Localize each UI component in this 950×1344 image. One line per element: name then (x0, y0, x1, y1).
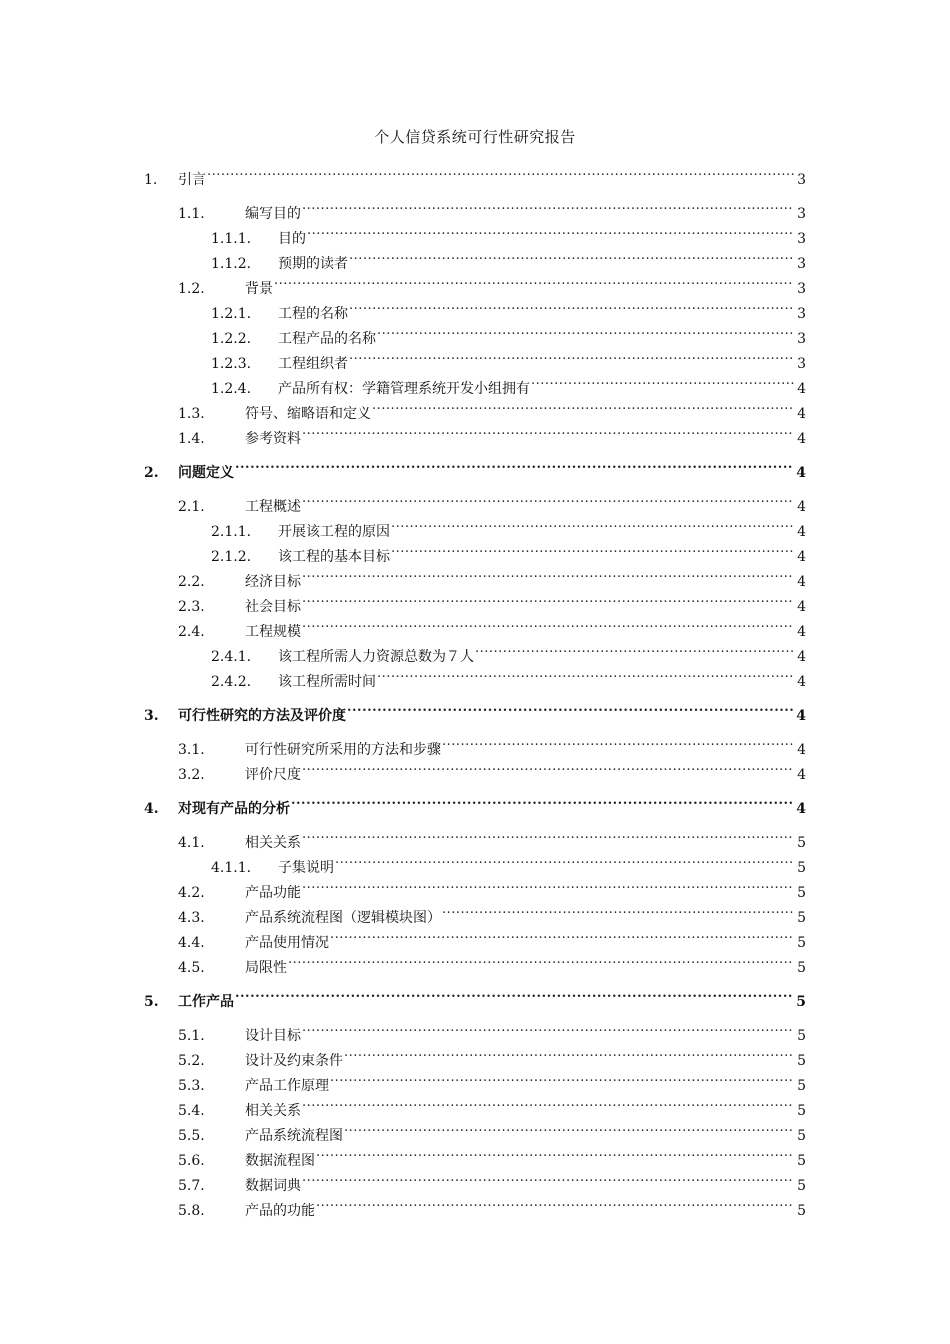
toc-entry-page-number: 5 (797, 1203, 806, 1219)
toc-entry-title: 工程产品的名称 (278, 331, 376, 347)
toc-entry[interactable] (0, 561, 950, 590)
toc-entry-number: 2.1. (178, 499, 205, 515)
toc-entry[interactable] (0, 1065, 950, 1094)
toc-entry-number: 1.1.2. (211, 256, 252, 272)
toc-entry[interactable] (0, 159, 950, 188)
toc-entry-number: 3. (144, 708, 159, 724)
toc-entry[interactable] (0, 243, 950, 272)
dot-leader (302, 872, 794, 897)
toc-entry-page-number: 5 (797, 835, 806, 851)
toc-entry-title: 产品使用情况 (245, 935, 329, 951)
toc-entry-title: 产品系统流程图（逻辑模块图） (245, 910, 441, 926)
toc-entry[interactable] (0, 822, 950, 851)
toc-entry-page-number: 5 (797, 960, 806, 976)
toc-entry[interactable] (0, 1140, 950, 1169)
dot-leader (347, 695, 794, 720)
dot-leader (302, 193, 794, 218)
toc-entry-number: 5.8. (178, 1203, 205, 1219)
toc-entry-title: 该工程所需时间 (278, 674, 376, 690)
toc-entry-title: 符号、缩略语和定义 (245, 406, 371, 422)
toc-entry-number: 5. (144, 994, 159, 1010)
toc-entry-title: 产品系统流程图 (245, 1128, 343, 1144)
toc-entry-title: 设计及约束条件 (245, 1053, 343, 1069)
toc-entry-number: 1.2.3. (211, 356, 252, 372)
toc-entry-title: 工程组织者 (278, 356, 348, 372)
toc-entry-title: 产品所有权：学籍管理系统开发小组拥有 (278, 381, 530, 397)
toc-entry[interactable] (0, 1090, 950, 1119)
toc-entry-number: 1.4. (178, 431, 205, 447)
toc-entry-title: 产品的功能 (245, 1203, 315, 1219)
toc-entry[interactable] (0, 1015, 950, 1044)
toc-entry-number: 1.1. (178, 206, 205, 222)
toc-entry-title: 背景 (245, 281, 273, 297)
toc-entry-page-number: 3 (797, 281, 806, 297)
toc-entry-page-number: 5 (797, 1103, 806, 1119)
dot-leader (302, 1165, 794, 1190)
dot-leader (316, 1190, 794, 1215)
dot-leader (288, 947, 794, 972)
dot-leader (235, 452, 794, 477)
toc-entry-number: 2.4. (178, 624, 205, 640)
toc-entry-page-number: 4 (797, 674, 806, 690)
toc-entry-title: 工作产品 (178, 994, 234, 1010)
toc-entry-number: 4. (144, 801, 159, 817)
toc-entry[interactable] (0, 393, 950, 422)
toc-entry-page-number: 4 (796, 708, 806, 724)
toc-entry-page-number: 4 (797, 624, 806, 640)
dot-leader (391, 511, 794, 536)
toc-entry-number: 2.1.1. (211, 524, 252, 540)
toc-entry-number: 1. (144, 172, 158, 188)
toc-entry-page-number: 4 (797, 574, 806, 590)
toc-entry-page-number: 4 (797, 431, 806, 447)
toc-entry-title: 参考资料 (245, 431, 301, 447)
toc-entry[interactable] (0, 695, 950, 724)
toc-entry[interactable] (0, 947, 950, 976)
dot-leader (475, 636, 794, 661)
dot-leader (302, 561, 794, 586)
toc-entry-page-number: 4 (797, 524, 806, 540)
toc-entry-title: 数据流程图 (245, 1153, 315, 1169)
dot-leader (344, 1115, 794, 1140)
toc-entry-number: 4.5. (178, 960, 205, 976)
dot-leader (344, 1040, 794, 1065)
toc-entry-page-number: 5 (797, 860, 806, 876)
toc-entry[interactable] (0, 368, 950, 397)
toc-entry-number: 5.6. (178, 1153, 205, 1169)
dot-leader (302, 1090, 794, 1115)
toc-entry-title: 评价尺度 (245, 767, 301, 783)
dot-leader (391, 536, 794, 561)
toc-entry-title: 该工程的基本目标 (278, 549, 390, 565)
dot-leader (349, 243, 794, 268)
toc-entry-number: 5.7. (178, 1178, 205, 1194)
toc-entry-number: 3.1. (178, 742, 205, 758)
toc-entry-title: 问题定义 (178, 465, 234, 481)
toc-entry[interactable] (0, 318, 950, 347)
toc-entry[interactable] (0, 922, 950, 951)
toc-entry-title: 编写目的 (245, 206, 301, 222)
toc-entry-number: 4.3. (178, 910, 205, 926)
toc-entry-title: 预期的读者 (278, 256, 348, 272)
dot-leader (330, 1065, 794, 1090)
toc-entry-title: 数据词典 (245, 1178, 301, 1194)
toc-entry-number: 2.4.1. (211, 649, 252, 665)
toc-entry-page-number: 5 (796, 994, 806, 1010)
toc-entry-title: 引言 (178, 172, 206, 188)
toc-entry-number: 5.2. (178, 1053, 205, 1069)
dot-leader (302, 418, 794, 443)
toc-entry-title: 开展该工程的原因 (278, 524, 390, 540)
toc-entry-number: 5.1. (178, 1028, 205, 1044)
toc-entry-title: 对现有产品的分析 (178, 801, 290, 817)
toc-entry-title: 工程概述 (245, 499, 301, 515)
dot-leader (335, 847, 794, 872)
dot-leader (302, 611, 794, 636)
toc-entry[interactable] (0, 586, 950, 615)
toc-entry-page-number: 5 (797, 1053, 806, 1069)
dot-leader (442, 729, 794, 754)
toc-entry-number: 4.2. (178, 885, 205, 901)
toc-entry-number: 1.2. (178, 281, 205, 297)
dot-leader (207, 159, 794, 184)
toc-entry[interactable] (0, 536, 950, 565)
toc-entry-page-number: 3 (797, 206, 806, 222)
toc-entry-page-number: 4 (797, 381, 806, 397)
toc-entry-page-number: 4 (797, 599, 806, 615)
toc-entry[interactable] (0, 754, 950, 783)
toc-entry-number: 1.1.1. (211, 231, 252, 247)
toc-entry-number: 2.1.2. (211, 549, 252, 565)
toc-entry[interactable] (0, 847, 950, 876)
toc-entry-page-number: 5 (797, 885, 806, 901)
toc-entry[interactable] (0, 1040, 950, 1069)
dot-leader (302, 586, 794, 611)
toc-entry[interactable] (0, 486, 950, 515)
toc-entry-number: 4.1.1. (211, 860, 252, 876)
toc-entry[interactable] (0, 293, 950, 322)
toc-entry-title: 可行性研究的方法及评价度 (178, 708, 346, 724)
toc-entry-number: 2.3. (178, 599, 205, 615)
dot-leader (349, 293, 794, 318)
toc-entry-number: 1.3. (178, 406, 205, 422)
toc-entry[interactable] (0, 981, 950, 1010)
table-of-contents (0, 159, 950, 1219)
toc-entry[interactable] (0, 636, 950, 665)
toc-entry-page-number: 5 (797, 1078, 806, 1094)
dot-leader (302, 754, 794, 779)
toc-entry[interactable] (0, 452, 950, 481)
toc-entry-page-number: 3 (797, 256, 806, 272)
toc-entry-page-number: 5 (797, 1028, 806, 1044)
dot-leader (235, 981, 794, 1006)
dot-leader (442, 897, 794, 922)
dot-leader (316, 1140, 794, 1165)
toc-entry-title: 设计目标 (245, 1028, 301, 1044)
toc-entry-page-number: 4 (796, 801, 806, 817)
toc-entry-page-number: 5 (797, 910, 806, 926)
toc-entry-title: 产品工作原理 (245, 1078, 329, 1094)
toc-entry-title: 工程的名称 (278, 306, 348, 322)
dot-leader (302, 822, 794, 847)
toc-entry[interactable] (0, 511, 950, 540)
toc-entry[interactable] (0, 788, 950, 817)
document-title: 个人信贷系统可行性研究报告 (374, 128, 576, 146)
toc-entry-page-number: 3 (797, 306, 806, 322)
toc-entry[interactable] (0, 1190, 950, 1219)
toc-entry-page-number: 3 (797, 356, 806, 372)
dot-leader (377, 661, 794, 686)
toc-entry[interactable] (0, 661, 950, 690)
toc-entry-number: 5.4. (178, 1103, 205, 1119)
toc-entry[interactable] (0, 872, 950, 901)
toc-entry-page-number: 4 (797, 406, 806, 422)
toc-entry-number: 1.2.4. (211, 381, 252, 397)
toc-entry-number: 4.4. (178, 935, 205, 951)
toc-entry[interactable] (0, 218, 950, 247)
toc-entry-page-number: 3 (797, 331, 806, 347)
toc-entry-page-number: 4 (797, 499, 806, 515)
toc-entry-title: 相关关系 (245, 1103, 301, 1119)
toc-entry[interactable] (0, 729, 950, 758)
toc-entry-number: 2. (144, 465, 159, 481)
toc-entry-page-number: 5 (797, 935, 806, 951)
dot-leader (307, 218, 794, 243)
toc-entry-number: 1.2.2. (211, 331, 252, 347)
toc-entry[interactable] (0, 343, 950, 372)
dot-leader (274, 268, 794, 293)
toc-entry-page-number: 4 (797, 649, 806, 665)
toc-entry-number: 5.5. (178, 1128, 205, 1144)
dot-leader (302, 486, 794, 511)
toc-entry-title: 子集说明 (278, 860, 334, 876)
toc-entry-page-number: 5 (797, 1153, 806, 1169)
toc-entry-title: 局限性 (245, 960, 287, 976)
toc-entry[interactable] (0, 418, 950, 447)
dot-leader (302, 1015, 794, 1040)
toc-entry-title: 经济目标 (245, 574, 301, 590)
toc-entry-number: 2.4.2. (211, 674, 252, 690)
toc-entry-title: 该工程所需人力资源总数为７人 (278, 649, 474, 665)
toc-entry-number: 5.3. (178, 1078, 205, 1094)
toc-entry-title: 产品功能 (245, 885, 301, 901)
toc-entry-page-number: 5 (797, 1178, 806, 1194)
toc-entry-title: 相关关系 (245, 835, 301, 851)
toc-entry[interactable] (0, 611, 950, 640)
dot-leader (377, 318, 794, 343)
toc-entry[interactable] (0, 193, 950, 222)
toc-entry-page-number: 4 (796, 465, 806, 481)
toc-entry[interactable] (0, 1165, 950, 1194)
toc-entry-title: 社会目标 (245, 599, 301, 615)
toc-entry[interactable] (0, 897, 950, 926)
toc-entry-page-number: 4 (797, 549, 806, 565)
toc-entry-page-number: 3 (797, 231, 806, 247)
dot-leader (291, 788, 794, 813)
toc-entry-page-number: 5 (797, 1128, 806, 1144)
toc-entry-number: 4.1. (178, 835, 205, 851)
toc-entry-title: 可行性研究所采用的方法和步骤 (245, 742, 441, 758)
toc-entry-number: 2.2. (178, 574, 205, 590)
toc-entry-number: 3.2. (178, 767, 205, 783)
toc-entry-page-number: 4 (797, 742, 806, 758)
dot-leader (372, 393, 794, 418)
toc-entry-title: 工程规模 (245, 624, 301, 640)
toc-entry-title: 目的 (278, 231, 306, 247)
dot-leader (330, 922, 794, 947)
dot-leader (349, 343, 794, 368)
toc-entry-page-number: 3 (797, 172, 806, 188)
toc-entry[interactable] (0, 1115, 950, 1144)
dot-leader (531, 368, 794, 393)
toc-entry-number: 1.2.1. (211, 306, 252, 322)
toc-entry-page-number: 4 (797, 767, 806, 783)
toc-entry[interactable] (0, 268, 950, 297)
